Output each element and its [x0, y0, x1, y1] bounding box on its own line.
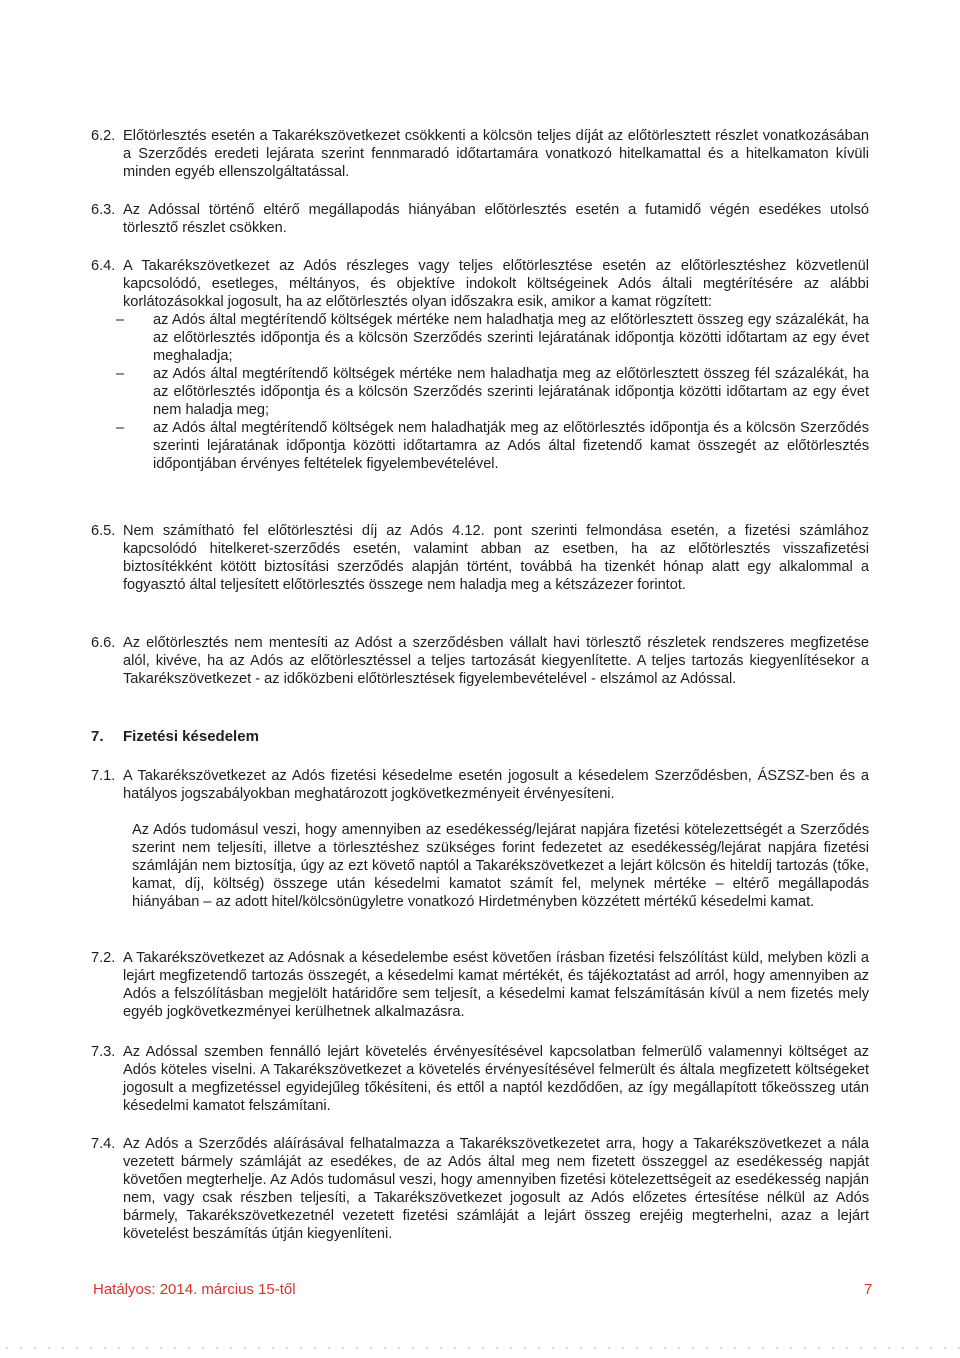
- section-text: Előtörlesztés esetén a Takarékszövetkezet csökkenti a kölcsön teljes díját az előtörlesztett részlet vonatkozásában a Szerződés eredeti lejárata szerint fennmaradó időtartamára vonatkozó hitelkamattal és a hitelkamaton kívüli minden egyéb ellenszolgáltatással.: [123, 128, 869, 180]
- chapter-title: Fizetési késedelem: [123, 728, 259, 745]
- footer-validity: Hatályos: 2014. március 15-től: [93, 1281, 296, 1298]
- section-number: 6.2.: [91, 128, 116, 144]
- section-number: 7.2.: [91, 950, 116, 966]
- chapter-number: 7.: [91, 728, 104, 745]
- bullet-text: az Adós által megtérítendő költségek mértéke nem haladhatja meg az előtörlesztett összeg egy százalékát, ha az előtörlesztés időpontja és a kölcsön Szerződés szerinti lejáratának időpontja közötti időtartam az egy évet meghaladja;: [153, 312, 869, 364]
- section-7-3: [91, 1043, 869, 1115]
- section-6-3: [91, 201, 869, 237]
- section-text: A Takarékszövetkezet az Adós részleges vagy teljes előtörlesztése esetén az előtörlesztéshez közvetlenül kapcsolódó, esetleges, méltányos, és objektíve indokolt költségeinek Adós általi megtérítésére az alábbi korlátozásokkal jogosult, ha az előtörlesztés olyan időszakra esik, amikor a kamat rögzített:: [123, 258, 869, 310]
- dash-marker: –: [116, 312, 125, 328]
- scan-artifact-dots: [0, 1346, 960, 1350]
- section-7-4: [91, 1135, 869, 1243]
- chapter-heading: [91, 728, 259, 746]
- section-text: A Takarékszövetkezet az Adósnak a késedelembe esést követően írásban fizetési felszólítást küld, melyben közli a lejárt megfizetendő tartozás összegét, a késedelmi kamat mértékét, és tájékoztatást ad arról, hogy amennyiben az Adós a felszólításban megjelölt határidőre sem teljesít, a késedelmi kamat felszámításán kívül a nem fizetés mely egyéb jogkövetkezményei kerülhetnek alkalmazásra.: [123, 950, 869, 1020]
- section-text: Az Adós tudomásul veszi, hogy amennyiben az esedékesség/lejárat napjára fizetési kötelezettségét a Szerződés szerint nem teljesíti, illetve a törlesztéshez szükséges forint fedezetet az esedékesség/lejárat napjára fizetési számláján nem biztosítja, úgy az ezt követő naptól a Takarékszövetkezet a lejárt kölcsön és hiteldíj tartozás (tőke, kamat, díj, költség) összege után késedelmi kamatot számít fel, melynek mértéke – eltérő megállapodás hiányában – az adott hitel/kölcsönügyletre vonatkozó Hirdetményben közzétett mértékű késedelmi kamat.: [132, 822, 869, 910]
- footer-page-number: 7: [864, 1281, 873, 1298]
- section-number: 7.3.: [91, 1044, 116, 1060]
- bullet-text: az Adós által megtérítendő költségek mértéke nem haladhatja meg az előtörlesztett összeg fél százalékát, ha az előtörlesztés időpontja és a kölcsön Szerződés szerinti lejáratának időpontja közötti időtartam az egy évet nem haladja meg;: [153, 366, 869, 418]
- section-7-1-paragraph: [91, 821, 869, 911]
- section-text: Az Adóssal történő eltérő megállapodás hiányában előtörlesztés esetén a futamidő végén esedékes utolsó törlesztő részlet csökken.: [123, 202, 869, 236]
- section-text: Nem számítható fel előtörlesztési díj az Adós 4.12. pont szerinti felmondása esetén, a fizetési számlához kapcsolódó hitelkeret-szerződés esetén, valamint abban az esetben, ha az előtörlesztés visszafizetési biztosítékként kötött biztosítási szerződés alapján történt, továbbá ha tizenkét hónap alatt egy alkalommal a fogyasztó által teljesített előtörlesztés összege nem haladja meg a kétszázezer forintot.: [123, 523, 869, 593]
- section-7-2: [91, 949, 869, 1021]
- section-7-1: [91, 767, 869, 803]
- section-number: 6.4.: [91, 258, 116, 274]
- bullet-item: [116, 365, 869, 419]
- bullet-text: az Adós által megtérítendő költségek nem haladhatják meg az előtörlesztés időpontja és a kölcsön Szerződés szerinti lejáratának időpontja közötti időtartamra az Adós által fizetendő kamat összegét az előtörlesztés időpontjában érvényes feltételek figyelembevételével.: [153, 420, 869, 472]
- dash-marker: –: [116, 420, 125, 436]
- section-6-4: [91, 257, 869, 473]
- section-number: 6.6.: [91, 635, 116, 651]
- dash-marker: –: [116, 366, 125, 382]
- section-6-2: [91, 127, 869, 181]
- bullet-item: [116, 419, 869, 473]
- section-6-5: [91, 522, 869, 594]
- section-6-6: [91, 634, 869, 688]
- section-text: Az előtörlesztés nem mentesíti az Adóst a szerződésben vállalt havi törlesztő részletek rendszeres megfizetése alól, kivéve, ha az Adós az előtörlesztéssel a teljes tartozását kiegyenlítette. A teljes tartozás kiegyenlítésekor a Takarékszövetkezet - az időközbeni előtörlesztések figyelembevételével - elszámol az Adóssal.: [123, 635, 869, 687]
- bullet-item: [116, 311, 869, 365]
- section-number: 7.1.: [91, 768, 116, 784]
- section-text: Az Adós a Szerződés aláírásával felhatalmazza a Takarékszövetkezetet arra, hogy a Takarékszövetkezet a nála vezetett bármely számláját az esedékes, de az Adós által meg nem fizetett összeggel az esedékesség napját követően megterhelje. Az Adós tudomásul veszi, hogy amennyiben fizetési kötelezettségeit az esedékesség napján nem, vagy csak részben teljesíti, a Takarékszövetkezet jogosult az Adós előzetes értesítése nélkül az Adós bármely, Takarékszövetkezetnél vezetett fizetési számláját a lejárt összeg erejéig megterhelni, azaz a lejárt követelést beszámítás útján kiegyenlíteni.: [123, 1136, 869, 1242]
- section-text: Az Adóssal szemben fennálló lejárt követelés érvényesítésével kapcsolatban felmerülő valamennyi költséget az Adós köteles viselni. A Takarékszövetkezet a követelés érvényesítésével felmerült és általa megfizetett költségeket jogosult a megfizetéssel egyidejűleg tőkésíteni, és ettől a naptól kezdődően, az így megállapított tőkeösszeg után késedelmi kamatot felszámítani.: [123, 1044, 869, 1114]
- section-number: 6.5.: [91, 523, 116, 539]
- section-number: 6.3.: [91, 202, 116, 218]
- section-number: 7.4.: [91, 1136, 116, 1152]
- section-text: A Takarékszövetkezet az Adós fizetési késedelme esetén jogosult a késedelem Szerződésben, ÁSZSZ-ben és a hatályos jogszabályokban meghatározott jogkövetkezményeit érvényesíteni.: [123, 768, 869, 802]
